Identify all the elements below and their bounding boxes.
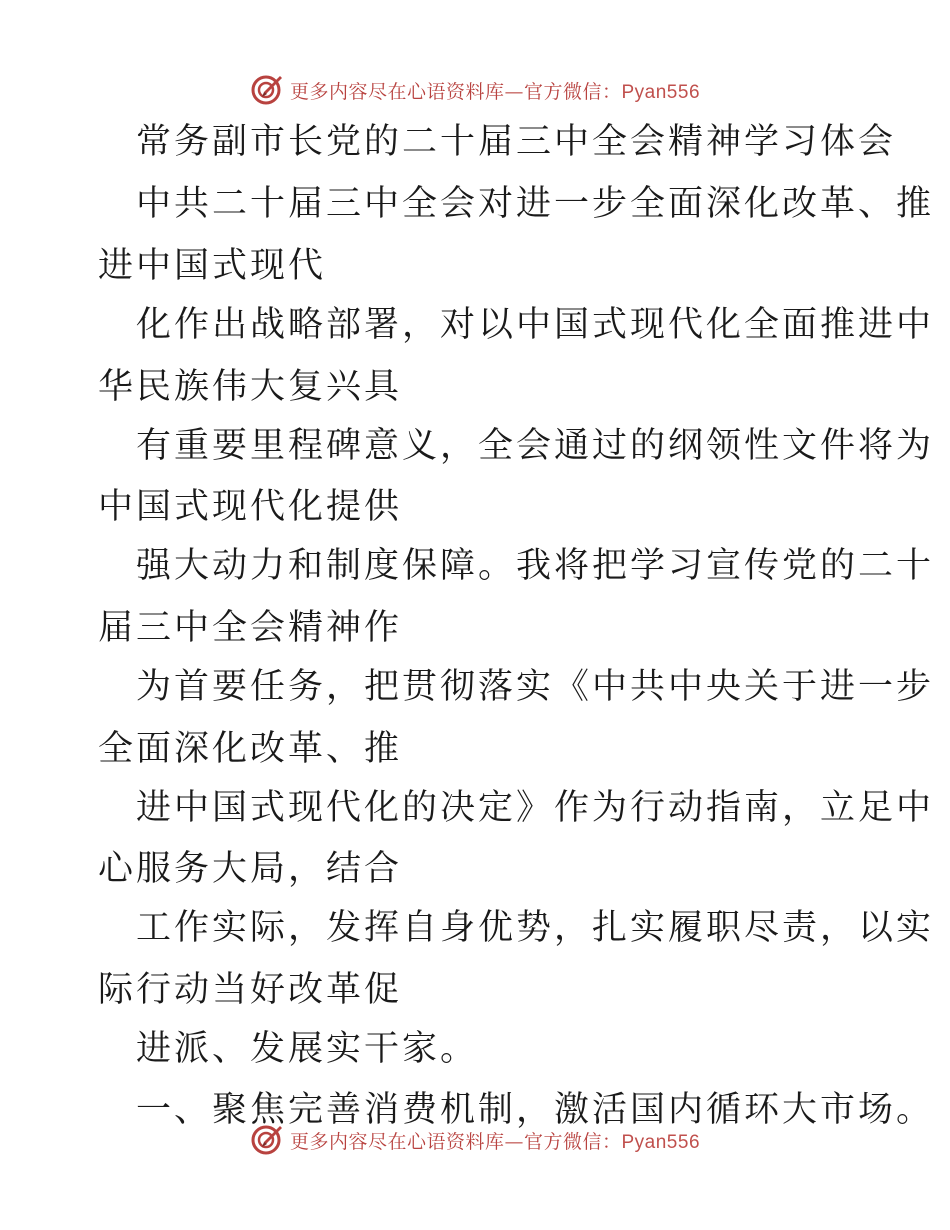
footer-banner-text [290,1127,700,1154]
header-banner [0,70,950,110]
pen-logo-icon [250,73,284,107]
header-banner-dash: — [504,80,524,103]
section-heading: 一、聚焦完善消费机制，激活国内循环大市场。 [136,1090,935,1130]
header-banner-text [290,77,700,104]
header-banner-main: 更多内容尽在心语资料库 [289,80,505,103]
header-banner-label: 官方微信： [523,80,622,103]
paragraph-line: 全面深化改革、推 [98,729,403,769]
paragraph-line: 有重要里程碑意义，全会通过的纲领性文件将为 [136,426,935,466]
paragraph-line: 进中国式现代化的决定》作为行动指南，立足中 [136,788,935,828]
paragraph-line: 工作实际，发挥自身优势，扎实履职尽责，以实 [136,908,935,948]
paragraph-line: 为首要任务，把贯彻落实《中共中央关于进一步 [136,667,935,707]
pen-logo-icon [250,1123,284,1157]
header-banner-handle: Pyan556 [621,81,701,103]
paragraph-line: 强大动力和制度保障。我将把学习宣传党的二十 [136,546,935,586]
paragraph-line: 华民族伟大复兴具 [98,367,403,407]
paragraph-line: 进中国式现代 [98,246,327,286]
paragraph-line: 中国式现代化提供 [98,487,403,527]
paragraph-line: 中共二十届三中全会对进一步全面深化改革、推 [136,184,935,224]
paragraph-line: 进派、发展实干家。 [136,1029,479,1069]
paragraph-line: 化作出战略部署，对以中国式现代化全面推进中 [136,305,935,345]
footer-banner-dash: — [504,1130,524,1153]
footer-banner-main: 更多内容尽在心语资料库 [289,1130,505,1153]
paragraph-line: 际行动当好改革促 [98,970,403,1010]
paragraph-line: 届三中全会精神作 [98,608,403,648]
doc-title: 常务副市长党的二十届三中全会精神学习体会 [136,122,897,162]
footer-banner [0,1120,950,1160]
footer-banner-label: 官方微信： [523,1130,622,1153]
footer-banner-handle: Pyan556 [621,1131,701,1153]
paragraph-line: 心服务大局，结合 [98,849,403,889]
